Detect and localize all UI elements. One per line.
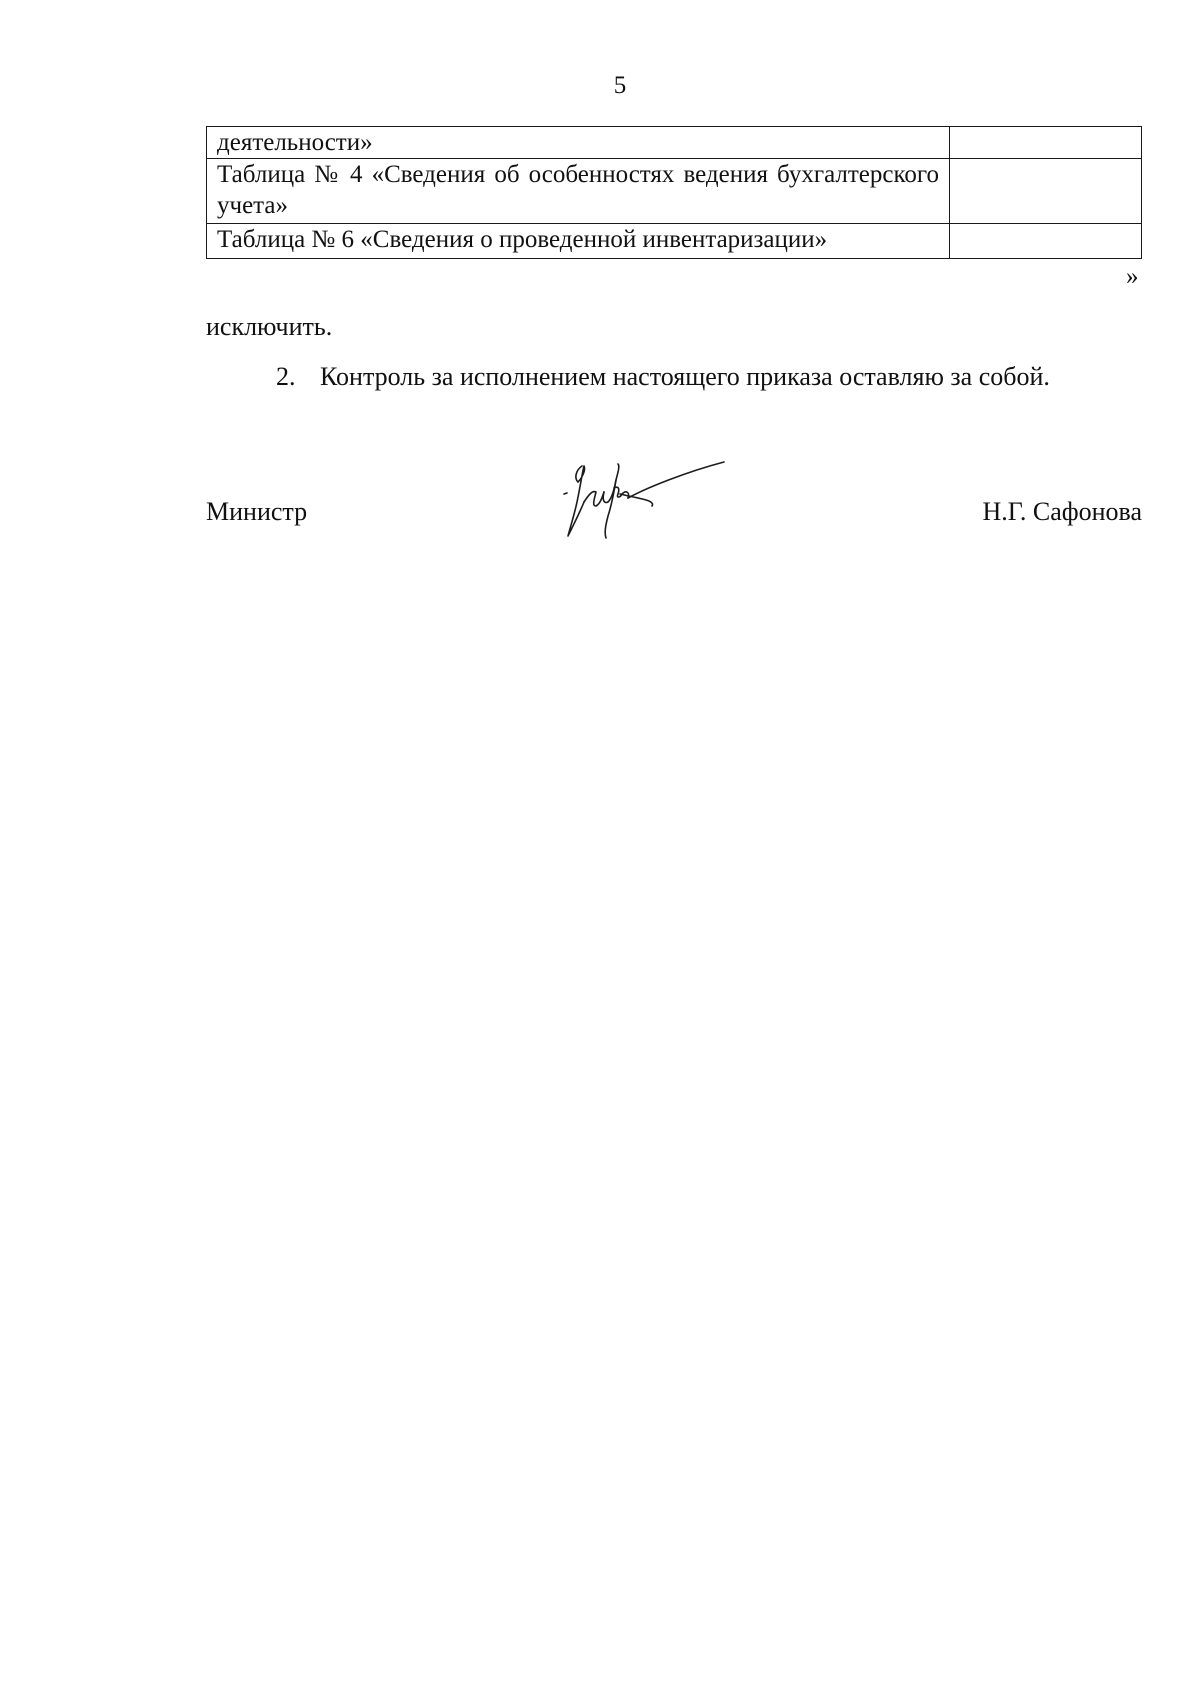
table-cell-value bbox=[950, 224, 1142, 259]
table-row bbox=[207, 159, 1142, 224]
table-row bbox=[207, 224, 1142, 259]
paragraph-text: Контроль за исполнением настоящего приказа оставляю за собой. bbox=[320, 362, 1050, 391]
signer-role: Министр bbox=[206, 497, 308, 526]
table-cell-value bbox=[950, 159, 1142, 224]
handwritten-signature-icon bbox=[556, 458, 776, 554]
paragraph-control bbox=[276, 361, 1050, 393]
paragraph-number: 2. bbox=[276, 362, 296, 391]
table-cell-value bbox=[950, 127, 1142, 159]
closing-quote: » bbox=[1126, 263, 1139, 290]
table-cell-text: Таблица № 4 «Сведения об особенностях ведения бухгалтерского учета» bbox=[207, 159, 950, 224]
paragraph-exclude: исключить. bbox=[206, 312, 333, 341]
amendment-table bbox=[206, 126, 1142, 259]
signer-name: Н.Г. Сафонова bbox=[982, 497, 1142, 526]
table-cell-text: деятельности» bbox=[207, 127, 950, 159]
table-row bbox=[207, 127, 1142, 159]
table-cell-text: Таблица № 6 «Сведения о проведенной инвентаризации» bbox=[207, 224, 950, 259]
page-number: 5 bbox=[613, 72, 627, 99]
